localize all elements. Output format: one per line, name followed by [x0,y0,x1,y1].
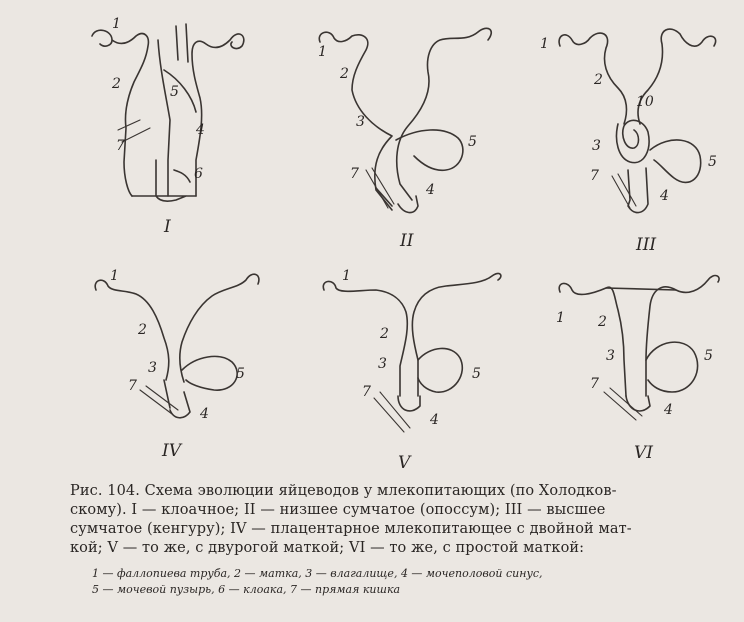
roman-I: I [164,217,171,237]
label-1: 1 [540,36,549,52]
rectum-lines [374,392,410,432]
diagram-III [540,29,717,255]
label-4: 4 [660,188,669,204]
caption-line: сумчатое (кенгуру); IV — плацентарное млекопитающее с двойной мат- [70,521,632,537]
label-7: 7 [128,378,137,394]
label-7: 7 [116,138,125,154]
label-1: 1 [110,268,119,284]
diagram-IV [95,268,259,461]
sinus [626,396,650,411]
central-channels [158,24,196,196]
label-2: 2 [138,322,147,338]
caption-line: Рис. 104. Схема эволюции яйцеводов у млекопитающих (по Холодков- [70,483,617,499]
label-1: 1 [342,268,351,284]
label-4: 4 [664,402,673,418]
roman-III: III [636,235,657,255]
label-7: 7 [590,376,599,392]
caption-line: кой; V — то же, с двурогой маткой; VI — то же, с простой маткой: [70,540,585,556]
roman-II: II [400,231,414,251]
inner-line [174,170,190,182]
tube-right [180,274,259,382]
tube-left [95,280,169,380]
tube-left [92,30,148,196]
roman-V: V [398,453,411,473]
tube-right [412,273,501,396]
legend-line: 1 — фаллопиева труба, 2 — матка, 3 — влагалище, 4 — мочеполовой синус, [92,567,543,580]
label-6: 6 [194,166,203,182]
sinus [164,380,190,418]
tube-right [646,276,719,396]
label-4: 4 [430,412,439,428]
label-5: 5 [468,134,477,150]
label-4: 4 [426,182,435,198]
roman-IV: IV [162,441,181,461]
label-2: 2 [594,72,603,88]
label-1: 1 [112,16,121,32]
label-2: 2 [340,66,349,82]
sinus [628,168,648,213]
label-4: 4 [196,122,205,138]
lateral-vaginae [617,120,650,162]
bladder [396,130,463,170]
label-5: 5 [708,154,717,170]
label-1: 1 [318,44,327,60]
label-3: 3 [606,348,615,364]
rectum-lines [140,386,178,414]
rectum-lines [612,174,636,208]
tube-left [323,281,407,396]
uterus-top [606,288,676,290]
label-3: 3 [148,360,157,376]
figure-legend [92,566,692,598]
label-5: 5 [170,84,179,100]
diagram-VI [556,276,719,463]
rectum-lines [366,168,394,208]
figure-caption [70,482,710,558]
bladder [650,140,701,182]
tube-left [559,33,626,124]
label-1: 1 [556,310,565,326]
bladder [418,348,462,392]
label-7: 7 [350,166,359,182]
sinus [398,396,420,411]
label-7: 7 [590,168,599,184]
bladder [182,356,237,390]
cloaca-body [132,160,196,201]
label-7: 7 [362,384,371,400]
label-5: 5 [704,348,713,364]
label-3: 3 [356,114,365,130]
label-10: 10 [636,94,654,110]
caption-line: скому). I — клоачное; II — низшее сумчатое (опоссум); III — высшее [70,502,606,518]
label-2: 2 [598,314,607,330]
tube-right [397,28,492,200]
rectum-lines [604,388,642,420]
label-3: 3 [592,138,601,154]
diagram-V [323,268,501,473]
label-4: 4 [200,406,209,422]
label-2: 2 [112,76,121,92]
legend-line: 5 — мочевой пузырь, 6 — клоака, 7 — прямая кишка [92,583,401,596]
label-5: 5 [472,366,481,382]
label-3: 3 [378,356,387,372]
diagram-II [318,28,491,251]
label-2: 2 [380,326,389,342]
diagram-I [92,16,244,237]
label-5: 5 [236,366,245,382]
bladder [646,342,698,392]
roman-VI: VI [634,443,653,463]
